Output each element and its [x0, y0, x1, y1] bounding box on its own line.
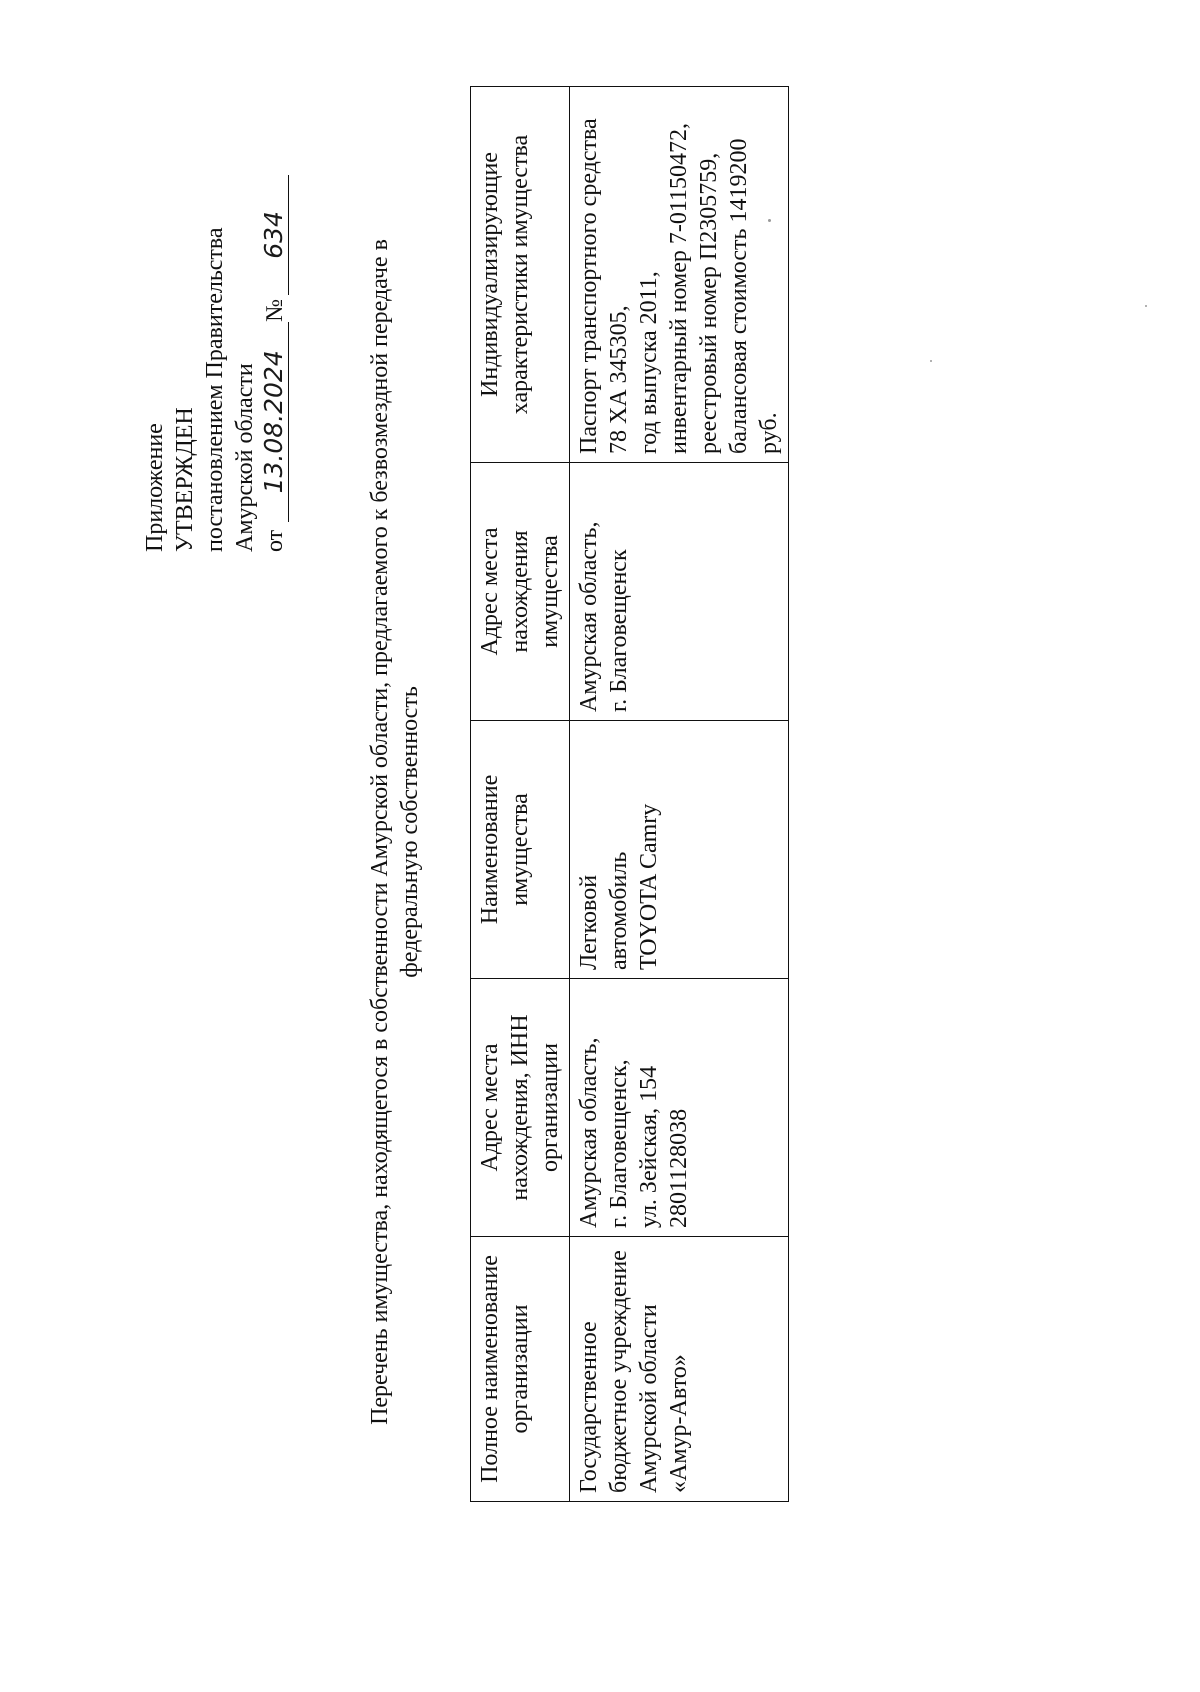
header-characteristics: Индивидуализирующие характеристики имущества — [471, 87, 570, 463]
header-org-name: Полное наименование организации — [471, 1237, 570, 1502]
approved-label: УТВЕРЖДЕН — [172, 407, 198, 552]
document-title — [365, 92, 425, 1572]
header-asset-name: Наименование имущества — [471, 721, 570, 979]
cell-org-address: Амурская область, г. Благовещенск, ул. Зейская, 154 2801128038 — [570, 979, 789, 1237]
approval-stamp — [140, 175, 290, 552]
table-row — [570, 87, 789, 1502]
title-line2: федеральную собственность — [397, 686, 423, 978]
handwritten-number: 634 — [260, 175, 289, 295]
scan-speck — [1145, 305, 1147, 307]
header-asset-address: Адрес места нахождения имущества — [471, 463, 570, 721]
cell-asset-address: Амурская область, г. Благовещенск — [570, 463, 789, 721]
approved-by-line2: Амурской области — [232, 363, 258, 552]
table-header-row — [471, 87, 570, 1502]
cell-characteristics: Паспорт транспортного средства 78 ХА 345305, год выпуска 2011, инвентарный номер 7-01150472, реестровый номер П2305759, балансовая стоимость 1419200 руб. — [570, 87, 789, 463]
header-org-address: Адрес места нахождения, ИНН организации — [471, 979, 570, 1237]
appendix-label: Приложение — [142, 423, 168, 552]
cell-org-name: Государственное бюджетное учреждение Амурской области «Амур-Авто» — [570, 1237, 789, 1502]
from-prefix: от — [262, 529, 288, 552]
cell-asset-name: Легковой автомобиль TOYOTA Camry — [570, 721, 789, 979]
scan-speck — [930, 360, 932, 362]
scan-speck — [768, 219, 771, 222]
title-line1: Перечень имущества, находящегося в собственности Амурской области, предлагаемого к безвозмездной передаче в — [367, 239, 393, 1425]
assets-table — [470, 86, 789, 1502]
handwritten-date: 13.08.2024 — [260, 322, 289, 522]
approval-date-line — [260, 175, 290, 552]
approved-by-line1: постановлением Правительства — [202, 227, 228, 552]
number-prefix: № — [262, 298, 288, 322]
